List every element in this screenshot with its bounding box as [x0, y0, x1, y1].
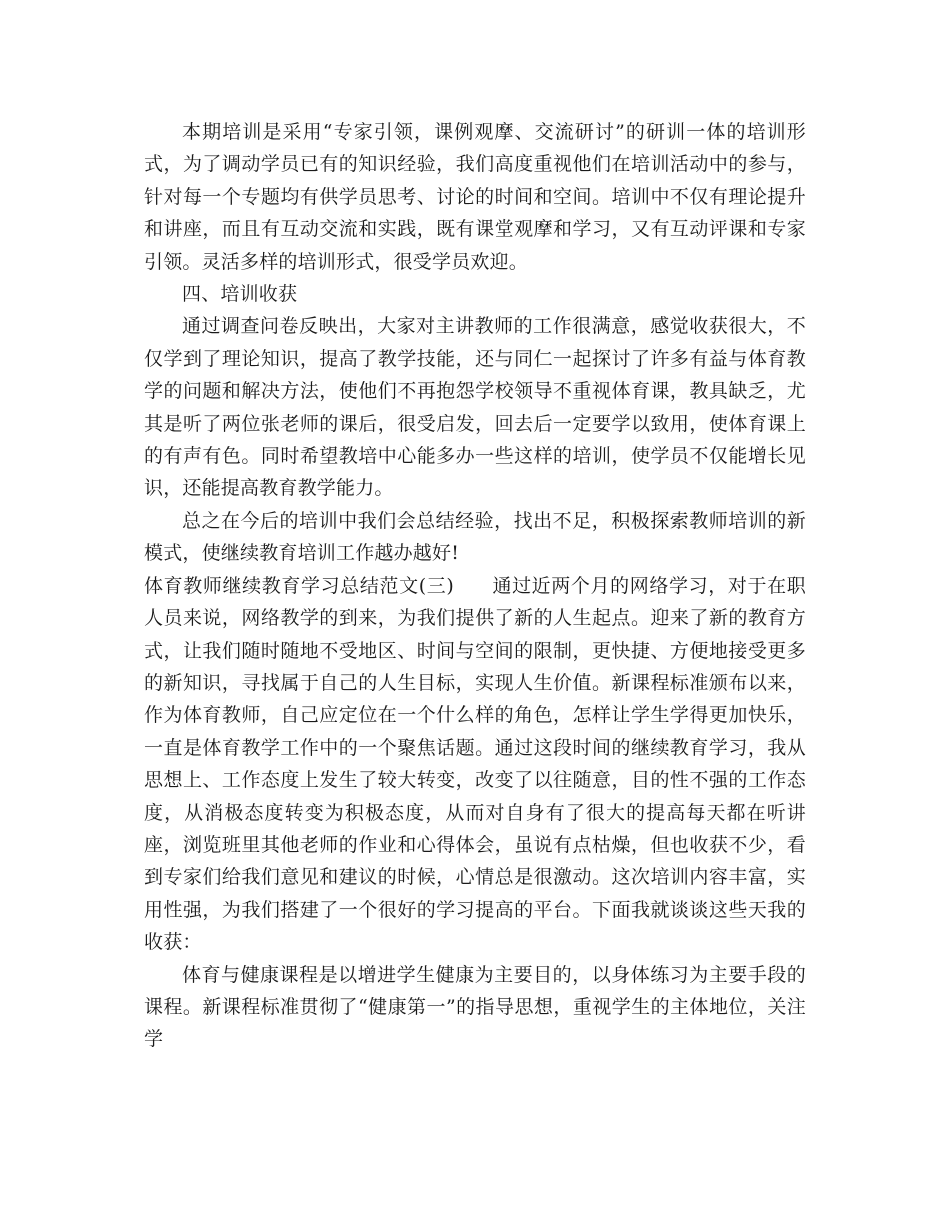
sample-title: 体育教师继续教育学习总结范文(三) — [144, 574, 455, 597]
paragraph-pe-curriculum: 体育与健康课程是以增进学生健康为主要目的，以身体练习为主要手段的课程。新课程标准贯彻了“健康第一”的指导思想，重视学生的主体地位，关注学 — [144, 963, 806, 1051]
document-body — [144, 116, 806, 1056]
paragraph-training-format: 本期培训是采用“专家引领，课例观摩、交流研讨”的研训一体的培训形式，为了调动学员已有的知识经验，我们高度重视他们在培训活动中的参与，针对每一个专题均有供学员思考、讨论的时间和空间。培训中不仅有理论提升和讲座，而且有互动交流和实践，既有课堂观摩和学习，又有互动评课和专家引领。灵活多样的培训形式，很受学员欢迎。 — [144, 121, 806, 273]
sample-body: 通过近两个月的网络学习，对于在职人员来说，网络教学的到来，为我们提供了新的人生起点。迎来了新的教育方式，让我们随时随地不受地区、时间与空间的限制，更快捷、方便地接受更多的新知识，寻找属于自己的人生目标，实现人生价值。新课程标准颁布以来，作为体育教师，自己应定位在一个什么样的角色，怎样让学生学得更加快乐，一直是体育教学工作中的一个聚焦话题。通过这段时间的继续教育学习，我从思想上、工作态度上发生了较大转变，改变了以往随意，目的性不强的工作态度，从消极态度转变为积极态度，从而对自身有了很大的提高每天都在听讲座，浏览班里其他老师的作业和心得体会，虽说有点枯燥，但也收获不少，看到专家们给我们意见和建议的时候，心情总是很激动。这次培训内容丰富，实用性强，为我们搭建了一个很好的学习提高的平台。下面我就谈谈这些天我的收获： — [144, 574, 806, 954]
paragraph-conclusion: 总之在今后的培训中我们会总结经验，找出不足，积极探索教师培训的新模式，使继续教育培训工作越办越好! — [144, 509, 806, 565]
section-heading-training-gains: 四、培训收获 — [182, 283, 298, 306]
paragraph-survey-feedback: 通过调查问卷反映出，大家对主讲教师的工作很满意，感觉收获很大，不仅学到了理论知识，提高了教学技能，还与同仁一起探讨了许多有益与体育教学的问题和解决方法，使他们不再抱怨学校领导不重视体育课，教具缺乏，尤其是听了两位张老师的课后，很受启发，回去后一定要学以致用，使体育课上的有声有色。同时希望教培中心能多办一些这样的培训，使学员不仅能增长见识，还能提高教育教学能力。 — [144, 315, 806, 500]
paragraph-sample-three — [144, 570, 806, 959]
